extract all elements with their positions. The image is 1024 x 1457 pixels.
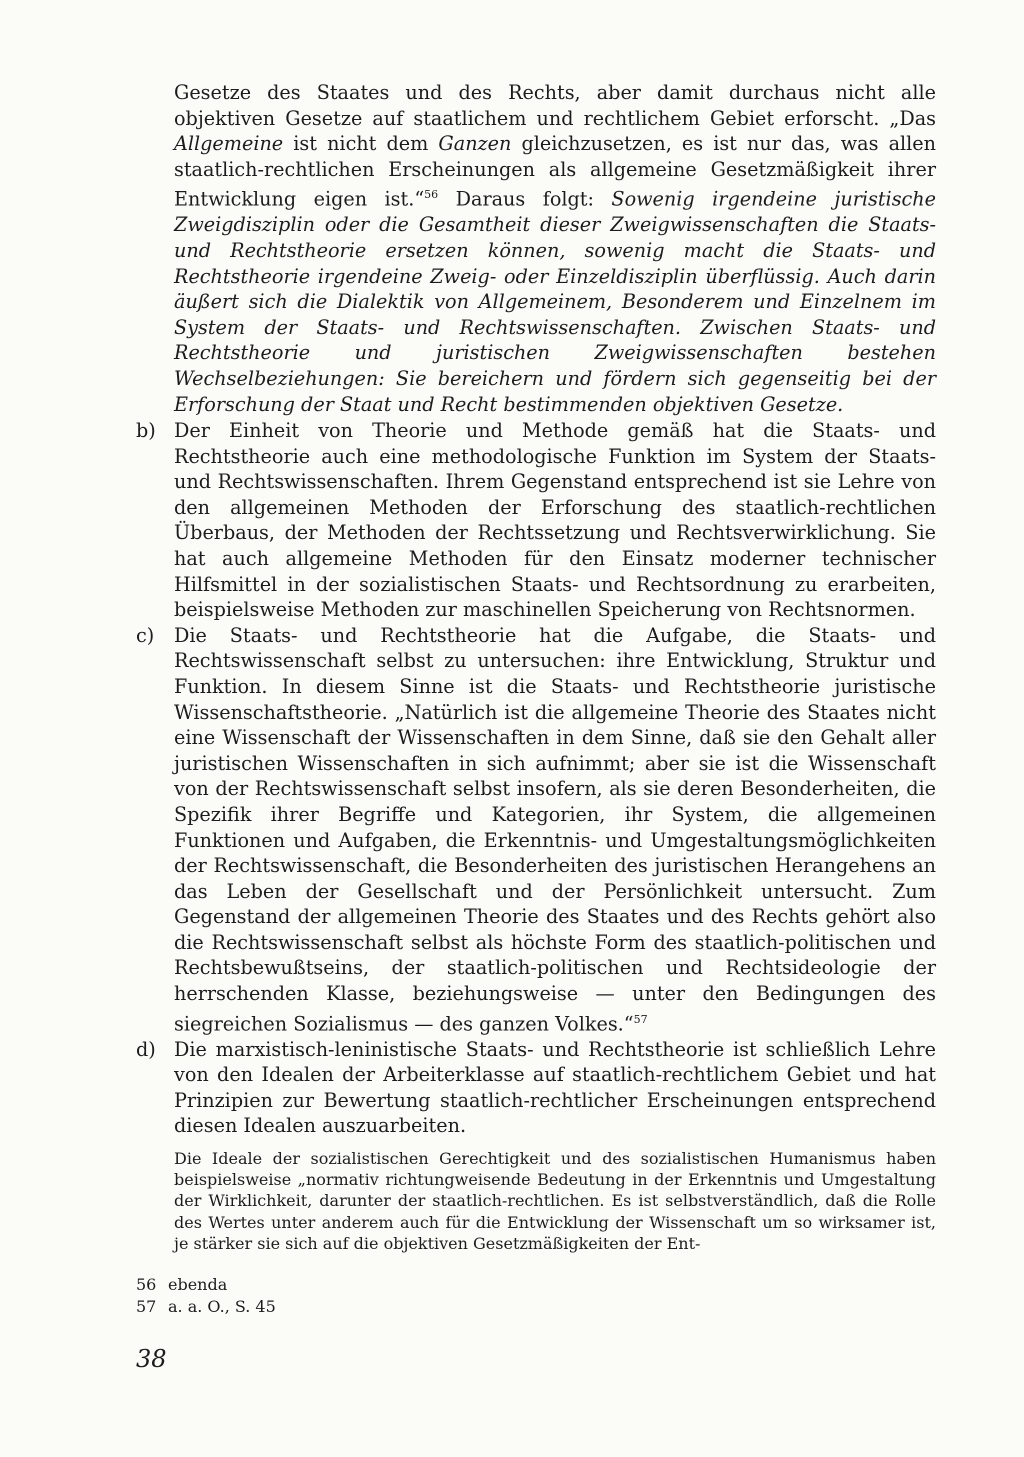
list-item-text: Die marxistisch-leninistische Staats- und Rechtstheorie ist schließlich Lehre von den Idealen der Arbeiterklasse auf staatlich-rechtlichem Gebiet und hat Prinzipien zur Bewertung staatlich-rechtlicher Erscheinungen entsprechend diesen Idealen auszuarbeiten.: [174, 1037, 936, 1138]
footnote-56: [136, 1274, 276, 1296]
intro-text-1: Gesetze des Staates und des Rechts, aber damit durchaus nicht alle objektiven Gesetze auf staatlichem und rechtlichem Gebiet erforscht. „Das: [174, 81, 936, 130]
list-marker: c): [136, 623, 155, 647]
footnote-ref-57: 57: [633, 1012, 648, 1026]
intro-italic-passage: Sowenig irgendeine juristische Zweigdisziplin oder die Gesamtheit dieser Zweigwissenschaften die Staats- und Rechtstheorie ersetzen können, sowenig macht die Staats- und Rechtstheorie irgendeine Zweig- oder Einzeldisziplin überflüssig. Auch darin äußert sich die Dialektik von Allgemeinem, Besonderem und Einzelnem im System der Staats- und Rechtswissenschaften. Zwischen Staats- und Rechtstheorie und juristischen Zweigwissenschaften bestehen Wechselbeziehungen: Sie bereichern und fördern sich gegenseitig bei der Erforschung der Staat und Recht bestimmenden objektiven Gesetze.: [174, 187, 936, 416]
intro-text-3: gleichzusetzen, es ist nur das, was allen staatlich-rechtlichen Erscheinungen als allgemeine Gesetzmäßigkeit ihrer Entwicklung eigen ist.“: [174, 132, 936, 211]
footnote-number: 57: [136, 1297, 157, 1316]
list-item-text: [174, 623, 936, 1037]
footnote-number: 56: [136, 1275, 157, 1294]
intro-emphasis-allgemeine: Allgemeine: [174, 132, 284, 156]
intro-emphasis-ganzen: Ganzen: [438, 132, 512, 156]
intro-text-4: Daraus folgt:: [438, 187, 612, 211]
intro-paragraph: [136, 80, 936, 417]
list-item-d: [136, 1037, 936, 1139]
list-item-text: Der Einheit von Theorie und Methode gemäß hat die Staats- und Rechtstheorie auch eine methodologische Funktion im System der Staats- und Rechtswissenschaften. Ihrem Gegenstand entsprechend ist sie Lehre von den allgemeinen Methoden der Erforschung des staatlich-rechtlichen Überbaus, der Methoden der Rechtssetzung und Rechtsverwirklichung. Sie hat auch allgemeine Methoden für den Einsatz moderner technischer Hilfsmittel in der sozialistischen Staats- und Rechtsordnung zu erarbeiten, beispielsweise Methoden zur maschinellen Speicherung von Rechtsnormen.: [174, 419, 936, 622]
list-item-c: [136, 623, 936, 1037]
enumerated-list: [136, 418, 936, 1139]
list-marker: d): [136, 1037, 156, 1061]
small-print-note: Die Ideale der sozialistischen Gerechtigkeit und des sozialistischen Humanismus haben beispielsweise „normativ richtungweisende Bedeutung in der Erkenntnis und Umgestaltung der Wirklichkeit, darunter der staatlich-rechtlichen. Es ist selbstverständlich, daß die Rolle des Wertes unter anderem auch für die Entwicklung der Wissenschaft um so wirksamer ist, je stärker sie sich auf die objektiven Gesetzmäßigkeiten der Ent-: [174, 1149, 936, 1253]
footnote-text: a. a. O., S. 45: [168, 1297, 276, 1316]
intro-text-2: ist nicht dem: [283, 132, 439, 156]
list-item-b: [136, 418, 936, 623]
footnote-text: ebenda: [168, 1275, 228, 1294]
list-marker: b): [136, 419, 156, 442]
page-number: 38: [136, 1345, 167, 1373]
list-item-text-body: Die Staats- und Rechtstheorie hat die Aufgabe, die Staats- und Rechtswissenschaft selbst zu untersuchen: ihre Entwicklung, Struktur und Funktion. In diesem Sinne ist die Staats- und Rechtstheorie juristische Wissenschaftstheorie. „Natürlich ist die allgemeine Theorie des Staates nicht eine Wissenschaft der Wissenschaften in dem Sinne, daß sie den Gehalt aller juristischen Wissenschaften in sich aufnimmt; aber sie ist die Wissenschaft von der Rechtswissenschaft selbst insofern, als sie deren Besonderheiten, die Spezifik ihrer Begriffe und Kategorien, ihr System, die allgemeinen Funktionen und Aufgaben, die Erkenntnis- und Umgestaltungsmöglichkeiten der Rechtswissenschaft, die Besonderheiten des juristischen Herangehens an das Leben der Gesellschaft und der Persönlichkeit untersucht. Zum Gegenstand der allgemeinen Theorie des Staates und des Rechts gehört also die Rechtswissenschaft selbst als höchste Form des staatlich-politischen und Rechtsbewußtseins, der staatlich-politischen und Rechtsideologie der herrschenden Klasse, beziehungsweise — unter den Bedingungen des siegreichen Sozialismus — des ganzen Volkes.“: [174, 623, 936, 1036]
footnote-57: [136, 1296, 276, 1318]
footnotes: [136, 1274, 276, 1318]
footnote-ref-56: 56: [424, 188, 439, 202]
